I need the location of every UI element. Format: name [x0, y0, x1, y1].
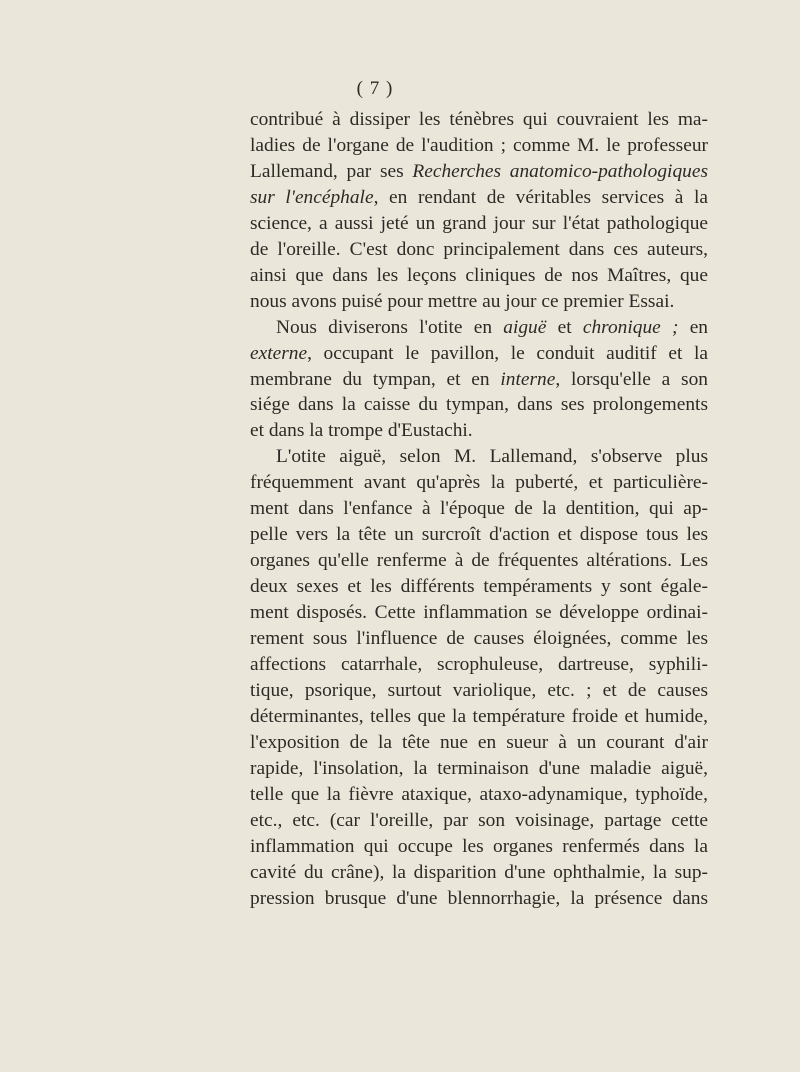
text-line: [250, 574, 708, 600]
text-run: déterminantes, telles que la température froide et humide,: [250, 705, 708, 727]
text-line: [250, 237, 708, 263]
text-run: pelle vers la tête un surcroît d'action et dispose tous les: [250, 524, 708, 546]
text-line: [250, 444, 708, 470]
text-line: [250, 263, 708, 289]
text-line: [250, 159, 708, 185]
text-line: [250, 496, 708, 522]
text-line: [250, 626, 708, 652]
text-run: rement sous l'influence de causes éloignées, comme les: [250, 628, 708, 650]
text-line: [250, 522, 708, 548]
text-run: membrane du tympan, et en: [250, 368, 501, 390]
text-run: nous avons puisé pour mettre au jour ce premier Essai.: [250, 290, 675, 312]
text-line: [250, 341, 708, 367]
text-line: [250, 886, 708, 912]
text-line: [250, 392, 708, 418]
text-run: Nous diviserons l'otite en: [276, 316, 504, 338]
text-run: affections catarrhale, scrophuleuse, dartreuse, syphili-: [250, 654, 708, 676]
text-run: inflammation qui occupe les organes renfermés dans la: [250, 835, 708, 857]
body-text: [250, 107, 708, 912]
page-number: ( 7 ): [356, 78, 394, 99]
text-line: [250, 834, 708, 860]
italic-text: externe: [250, 342, 308, 364]
italic-text: interne: [500, 368, 556, 390]
text-line: [250, 600, 708, 626]
text-line: [250, 860, 708, 886]
text-run: L'otite aiguë, selon M. Lallemand, s'observe plus: [276, 446, 708, 468]
text-line: [250, 211, 708, 237]
text-run: , occupant le pavillon, le conduit auditif et la: [307, 342, 708, 364]
italic-text: chronique ;: [582, 316, 679, 338]
text-run: contribué à dissiper les ténèbres qui couvraient les ma-: [250, 109, 708, 130]
text-line: [250, 315, 708, 341]
italic-text: sur l'encéphale: [250, 186, 374, 208]
text-line: [250, 730, 708, 756]
text-run: fréquemment avant qu'après la puberté, et particulière-: [250, 472, 708, 494]
text-run: pression brusque d'une blennorrhagie, la présence dans: [250, 887, 708, 909]
italic-text: Recherches anatomico-pathologiques: [412, 160, 708, 182]
text-run: et: [546, 316, 583, 338]
text-line: [250, 133, 708, 159]
text-line: [250, 652, 708, 678]
text-run: cavité du crâne), la disparition d'une ophthalmie, la sup-: [250, 861, 708, 883]
italic-text: aiguë: [503, 316, 547, 338]
text-run: deux sexes et les différents tempéraments y sont égale-: [250, 576, 708, 598]
text-run: , en rendant de véritables services à la: [373, 186, 709, 208]
text-run: organes qu'elle renferme à de fréquentes altérations. Les: [250, 550, 708, 572]
text-run: telle que la fièvre ataxique, ataxo-adynamique, typhoïde,: [250, 783, 708, 805]
text-run: , lorsqu'elle a son: [555, 368, 708, 390]
text-line: [250, 418, 708, 444]
text-run: siége dans la caisse du tympan, dans ses prolongements: [250, 394, 708, 416]
text-line: [250, 367, 708, 393]
text-line: [250, 185, 708, 211]
text-run: science, a aussi jeté un grand jour sur l'état pathologique: [250, 212, 708, 234]
text-line: [250, 107, 708, 133]
text-line: [250, 678, 708, 704]
text-run: et dans la trompe d'Eustachi.: [250, 420, 473, 442]
text-line: [250, 756, 708, 782]
text-line: [250, 808, 708, 834]
text-run: l'exposition de la tête nue en sueur à un courant d'air: [250, 731, 708, 753]
text-run: etc., etc. (car l'oreille, par son voisinage, partage cette: [250, 809, 708, 831]
text-line: [250, 470, 708, 496]
text-run: de l'oreille. C'est donc principalement dans ces auteurs,: [250, 238, 708, 260]
text-run: rapide, l'insolation, la terminaison d'une maladie aiguë,: [250, 757, 708, 779]
text-line: [250, 704, 708, 730]
text-line: [250, 289, 708, 315]
text-run: en: [678, 316, 708, 338]
text-run: tique, psorique, surtout variolique, etc. ; et de causes: [250, 679, 708, 701]
text-line: [250, 782, 708, 808]
text-run: ainsi que dans les leçons cliniques de nos Maîtres, que: [250, 264, 708, 286]
text-run: ment dans l'enfance à l'époque de la dentition, qui ap-: [250, 498, 708, 520]
text-run: Lallemand, par ses: [250, 160, 413, 182]
text-run: ment disposés. Cette inflammation se développe ordinai-: [250, 602, 708, 624]
text-line: [250, 548, 708, 574]
text-run: ladies de l'organe de l'audition ; comme M. le professeur: [250, 134, 708, 156]
